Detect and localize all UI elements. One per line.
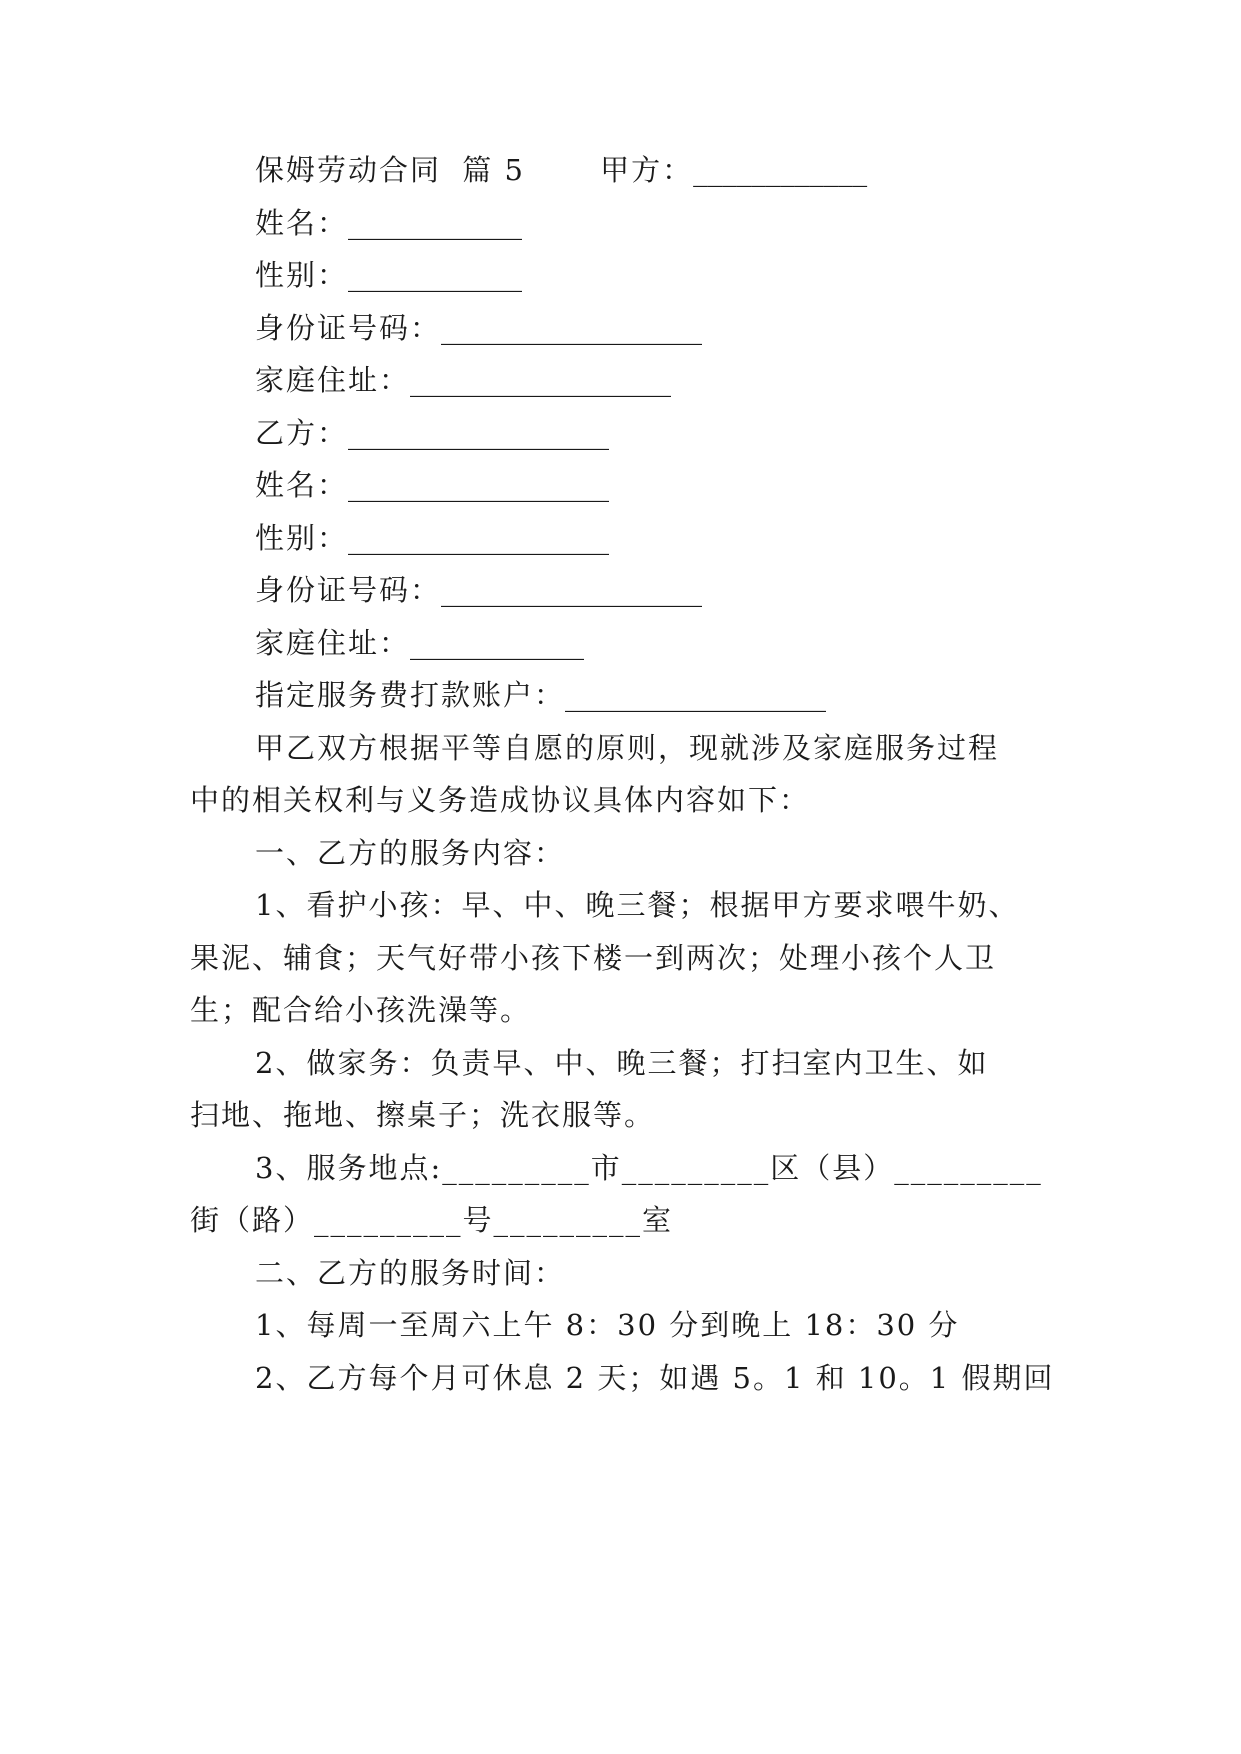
service-item-1-line-1: 1、看护小孩：早、中、晚三餐；根据甲方要求喂牛奶、 — [255, 888, 1020, 922]
party-b-address-label: 家庭住址： — [255, 626, 411, 660]
service-item-1-line-3: 生；配合给小孩洗澡等。 — [190, 993, 532, 1027]
party-a-address-blank: __________________ — [410, 363, 672, 397]
party-b-label: 乙方： — [255, 416, 349, 450]
section-2-heading: 二、乙方的服务时间： — [255, 1256, 566, 1290]
party-a-gender-label: 性别： — [255, 258, 349, 292]
party-b-line — [255, 413, 609, 453]
party-b-address-blank: ____________ — [410, 626, 585, 660]
party-b-gender-label: 性别： — [255, 521, 349, 555]
party-a-address-label: 家庭住址： — [255, 363, 411, 397]
service-item-2-line-1: 2、做家务：负责早、中、晚三餐；打扫室内卫生、如 — [255, 1046, 989, 1080]
party-b-account-label: 指定服务费打款账户： — [255, 678, 566, 712]
party-b-id-line — [255, 570, 702, 610]
service-time-item-1: 1、每周一至周六上午 8：30 分到晚上 18：30 分 — [255, 1308, 960, 1342]
party-b-id-blank: __________________ — [441, 573, 703, 607]
party-b-account-line — [255, 675, 826, 715]
party-b-gender-line — [255, 518, 609, 558]
document-header — [255, 150, 867, 190]
service-location-line-1: 3、服务地点:_________市_________区（县）_________ — [255, 1151, 1043, 1185]
party-a-address-line — [255, 360, 671, 400]
party-a-name-label: 姓名： — [255, 206, 349, 240]
party-a-blank: ____________ — [693, 153, 868, 187]
party-b-gender-blank: __________________ — [348, 521, 610, 555]
section-number: 篇 5 — [462, 153, 525, 187]
party-a-id-label: 身份证号码： — [255, 311, 442, 345]
intro-line-2: 中的相关权利与义务造成协议具体内容如下： — [190, 783, 811, 817]
party-b-name-label: 姓名： — [255, 468, 349, 502]
party-a-name-line — [255, 203, 522, 243]
service-location-line-2: 街（路）_________号_________室 — [190, 1203, 674, 1237]
service-item-1-line-2: 果泥、辅食；天气好带小孩下楼一到两次；处理小孩个人卫 — [190, 941, 997, 975]
party-b-account-blank: __________________ — [565, 678, 827, 712]
party-a-gender-line — [255, 255, 522, 295]
service-time-item-2: 2、乙方每个月可休息 2 天；如遇 5。1 和 10。1 假期回 — [255, 1361, 1055, 1395]
party-b-name-blank: __________________ — [348, 468, 610, 502]
section-1-heading: 一、乙方的服务内容： — [255, 836, 566, 870]
party-a-id-blank: __________________ — [441, 311, 703, 345]
party-b-address-line — [255, 623, 584, 663]
party-b-name-line — [255, 465, 609, 505]
document-title: 保姆劳动合同 — [255, 153, 442, 187]
party-a-id-line — [255, 308, 702, 348]
service-item-2-line-2: 扫地、拖地、擦桌子；洗衣服等。 — [190, 1098, 656, 1132]
party-a-gender-blank: ____________ — [348, 258, 523, 292]
party-b-blank: __________________ — [348, 416, 610, 450]
party-a-label: 甲方： — [600, 153, 694, 187]
intro-line-1: 甲乙双方根据平等自愿的原则，现就涉及家庭服务过程 — [255, 731, 1000, 765]
party-a-name-blank: ____________ — [348, 206, 523, 240]
party-b-id-label: 身份证号码： — [255, 573, 442, 607]
